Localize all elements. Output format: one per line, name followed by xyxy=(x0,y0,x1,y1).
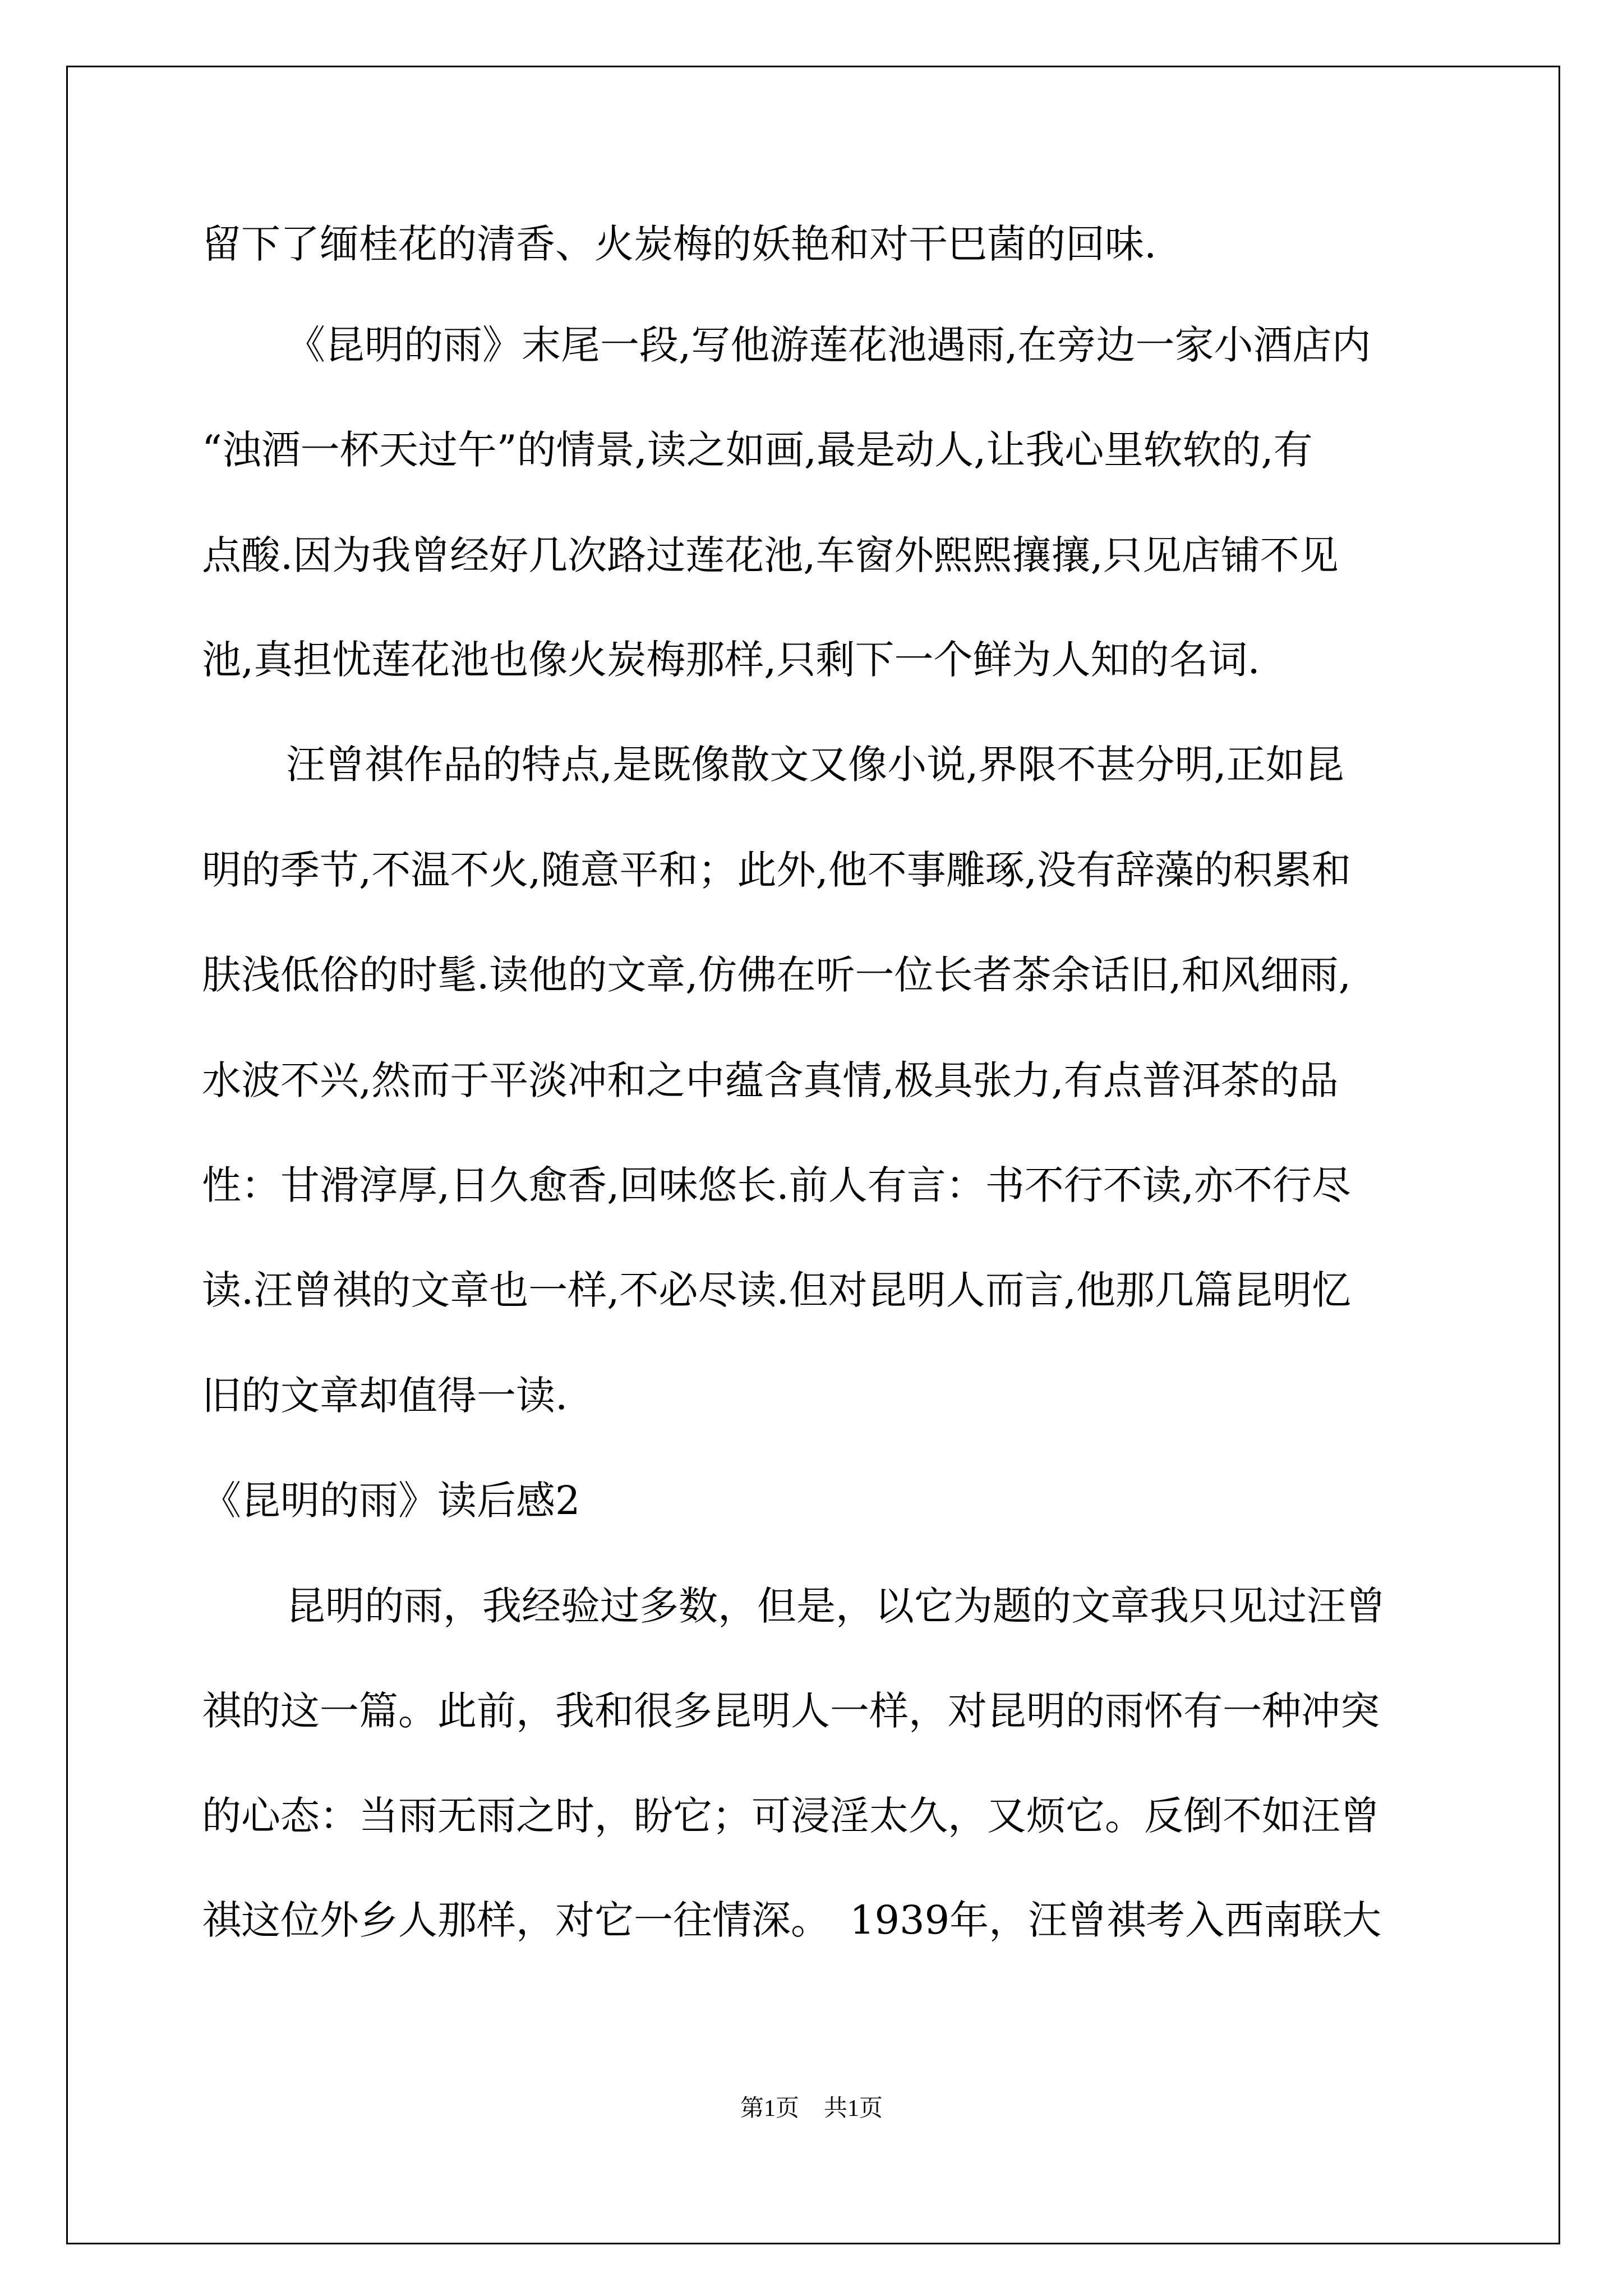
body-line: “浊酒一杯天过午”的情景,读之如画,最是动人,让我心里软软的,有 xyxy=(202,427,1313,473)
page-footer xyxy=(0,2090,1623,2123)
body-line: 祺的这一篇。此前，我和很多昆明人一样，对昆明的雨怀有一种冲突 xyxy=(202,1688,1380,1734)
body-line: 读.汪曾祺的文章也一样,不必尽读.但对昆明人而言,他那几篇昆明忆 xyxy=(202,1267,1352,1313)
page-number: 第1页 xyxy=(740,2096,799,2122)
page-total: 共1页 xyxy=(824,2096,883,2122)
body-line: 昆明的雨，我经验过多数，但是，以它为题的文章我只见过汪曾 xyxy=(286,1583,1385,1629)
body-line: 《昆明的雨》末尾一段,写他游莲花池遇雨,在旁边一家小酒店内 xyxy=(286,322,1371,368)
body-line: 留下了缅桂花的清香、火炭梅的妖艳和对干巴菌的回味. xyxy=(202,221,1157,267)
body-line: 池,真担忧莲花池也像火炭梅那样,只剩下一个鲜为人知的名词. xyxy=(202,637,1260,683)
body-line: 肤浅低俗的时髦.读他的文章,仿佛在听一位长者茶余话旧,和风细雨, xyxy=(202,952,1352,998)
body-line: 性：甘滑淳厚,日久愈香,回味悠长.前人有言：书不行不读,亦不行尽 xyxy=(202,1162,1352,1208)
section-heading: 《昆明的雨》读后感2 xyxy=(202,1478,580,1524)
body-line: 祺这位外乡人那样，对它一往情深。 1939年，汪曾祺考入西南联大 xyxy=(202,1897,1382,1943)
body-line: 点酸.因为我曾经好几次路过莲花池,车窗外熙熙攘攘,只见店铺不见 xyxy=(202,532,1339,578)
body-line: 的心态：当雨无雨之时，盼它；可浸淫太久，又烦它。反倒不如汪曾 xyxy=(202,1793,1380,1839)
body-line: 汪曾祺作品的特点,是既像散文又像小说,界限不甚分明,正如昆 xyxy=(286,742,1344,788)
body-line: 旧的文章却值得一读. xyxy=(202,1373,568,1419)
body-line: 水波不兴,然而于平淡冲和之中蕴含真情,极具张力,有点普洱茶的品 xyxy=(202,1057,1339,1103)
body-line: 明的季节,不温不火,随意平和；此外,他不事雕琢,没有辞藻的积累和 xyxy=(202,847,1352,893)
